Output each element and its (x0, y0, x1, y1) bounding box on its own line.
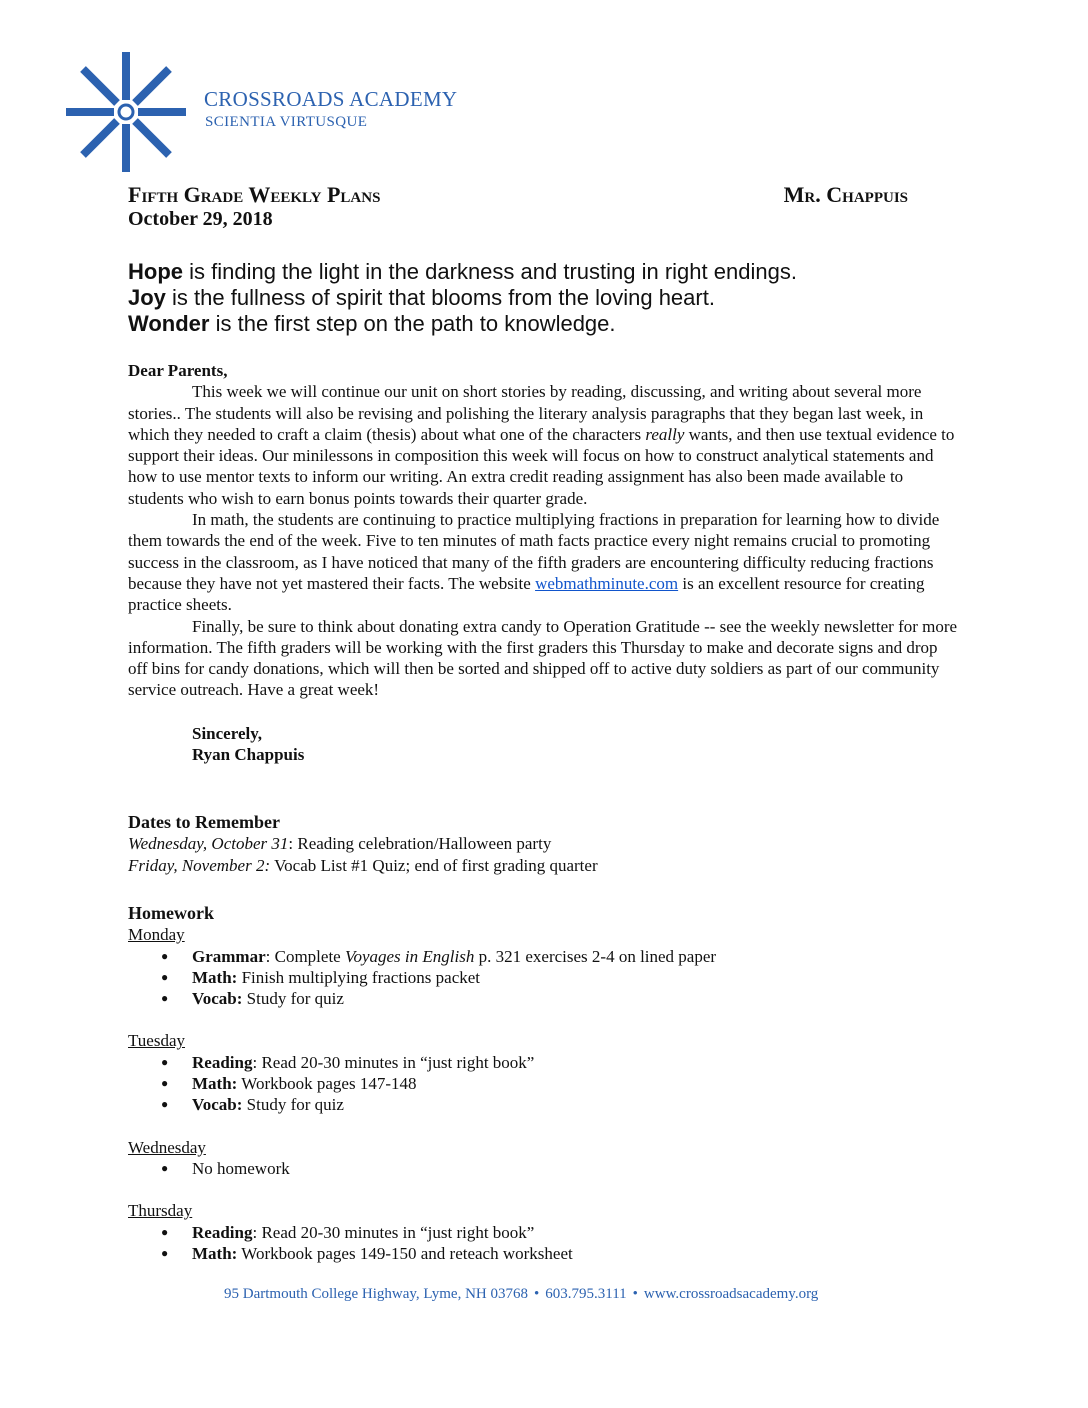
bullet-icon: • (533, 1286, 540, 1302)
virtue-line (128, 259, 797, 285)
assignment-text: p. 321 exercises 2-4 on lined paper (474, 946, 717, 966)
subject-label: Math: (192, 967, 238, 987)
org-name: CROSSROADS ACADEMY (204, 87, 458, 111)
virtue-text: is the first step on the path to knowledge. (209, 311, 616, 336)
letter-paragraph (128, 381, 958, 509)
subject-label: Math: (192, 1074, 238, 1094)
bullet-icon: • (632, 1286, 638, 1302)
date-separator: : (288, 834, 298, 854)
wednesday-list (128, 1158, 978, 1179)
date-label: Wednesday, October 31 (128, 834, 289, 854)
date-label: Friday, November 2: (128, 855, 271, 875)
homework-heading: Homework (128, 903, 214, 923)
document-date: October 29, 2018 (128, 208, 273, 230)
date-item (128, 855, 598, 876)
list-item (128, 1243, 978, 1264)
letter-paragraph (128, 509, 958, 615)
assignment-text: Study for quiz (242, 989, 344, 1009)
virtue-word: Hope (128, 259, 183, 284)
webmathminute-link[interactable]: webmathminute.com (535, 573, 679, 593)
virtues-block (128, 259, 797, 337)
subject-label: Math: (192, 1243, 238, 1263)
virtue-text: is finding the light in the darkness and trusting in right endings. (183, 259, 797, 284)
date-item (128, 833, 598, 854)
subject-label: Vocab: (192, 989, 243, 1009)
letter-text: In math, the students are continuing to practice multiplying fractions in preparation for learning how to divide them towards the end of the week. Five to ten minutes of math facts practice every night remains crucial to promoting success in the classroom, as I have noticed that many of the fifth graders are encountering difficulty reducing fractions because they have not yet mastered their facts. The website (128, 510, 940, 593)
virtue-line (128, 285, 797, 311)
list-item (128, 946, 978, 967)
virtue-word: Joy (128, 285, 166, 310)
assignment-text: Finish multiplying fractions packet (237, 967, 481, 987)
footer-phone: 603.795.3111 (545, 1286, 627, 1302)
dates-heading: Dates to Remember (128, 812, 280, 832)
assignment-text: : Complete (265, 946, 345, 966)
homework-section (128, 903, 978, 1285)
tuesday-list (128, 1052, 978, 1116)
virtue-line (128, 311, 797, 337)
teacher-name: Mr. Chappuis (783, 182, 908, 207)
parent-letter (128, 360, 958, 765)
list-item (128, 1052, 978, 1073)
thursday-list (128, 1222, 978, 1265)
subject-label: Reading (192, 1052, 253, 1072)
day-monday: Monday (128, 925, 185, 945)
subject-label: Vocab: (192, 1095, 243, 1115)
day-wednesday: Wednesday (128, 1137, 206, 1157)
crossroads-asterisk-logo-icon (64, 50, 188, 174)
list-item (128, 1222, 978, 1243)
letter-emphasis: really (645, 424, 685, 444)
dates-to-remember (128, 812, 598, 876)
letter-greeting: Dear Parents, (128, 361, 228, 380)
virtue-text: is the fullness of spirit that blooms from the loving heart. (165, 285, 715, 310)
date-text: Vocab List #1 Quiz; end of first grading quarter (274, 855, 598, 875)
footer-address: 95 Dartmouth College Highway, Lyme, NH 03768 (224, 1286, 528, 1302)
assignment-text: Workbook pages 147-148 (237, 1074, 417, 1094)
monday-list (128, 946, 978, 1010)
day-thursday: Thursday (128, 1201, 193, 1221)
signature: Ryan Chappuis (192, 745, 305, 765)
org-motto: SCIENTIA VIRTUSQUE (205, 114, 368, 130)
assignment-text: Workbook pages 149-150 and reteach worksheet (237, 1243, 573, 1263)
assignment-text: : Read 20-30 minutes in “just right book” (252, 1222, 535, 1242)
assignment-text: : Read 20-30 minutes in “just right book” (252, 1052, 535, 1072)
footer-website[interactable]: www.crossroadsacademy.org (643, 1286, 819, 1302)
book-title: Voyages in English (344, 946, 475, 966)
document-title: Fifth Grade Weekly Plans (128, 182, 381, 207)
list-item (128, 988, 978, 1009)
assignment-text: No homework (192, 1158, 290, 1178)
footer-contact (224, 1286, 818, 1303)
virtue-word: Wonder (128, 311, 210, 336)
day-tuesday: Tuesday (128, 1031, 185, 1051)
letter-text: is an excellent resource for creating practice sheets. (128, 573, 925, 615)
date-text: Reading celebration/Halloween party (297, 834, 552, 854)
list-item (128, 1094, 978, 1115)
assignment-text: Study for quiz (242, 1095, 344, 1115)
letter-paragraph (128, 616, 958, 701)
list-item (128, 1073, 978, 1094)
letter-text: This week we will continue our unit on short stories by reading, discussing, and writing about several more stories.. The students will also be revising and polishing the literary analysis paragraphs that they began last week, in which they needed to craft a claim (thesis) about what one of the characters (128, 382, 924, 444)
list-item (128, 1158, 978, 1179)
subject-label: Grammar (192, 946, 266, 966)
signoff: Sincerely, (192, 723, 263, 743)
subject-label: Reading (192, 1222, 253, 1242)
letter-text: wants, and then use textual evidence to support their ideas. Our minilessons in composition this week will focus on how to construct analytical statements and how to use mentor texts to inform our writing. An extra credit reading assignment has also been made available to students who wish to earn bonus points towards their quarter grade. (128, 424, 955, 508)
letter-closing (128, 723, 958, 766)
list-item (128, 967, 978, 988)
letter-text: Finally, be sure to think about donating extra candy to Operation Gratitude -- see the weekly newsletter for more information. The fifth graders will be working with the first graders this Thursday to make and decorate signs and drop off bins for candy donations, which will then be sorted and shipped off to active duty soldiers as part of our community service outreach. Have a great week! (128, 616, 958, 700)
